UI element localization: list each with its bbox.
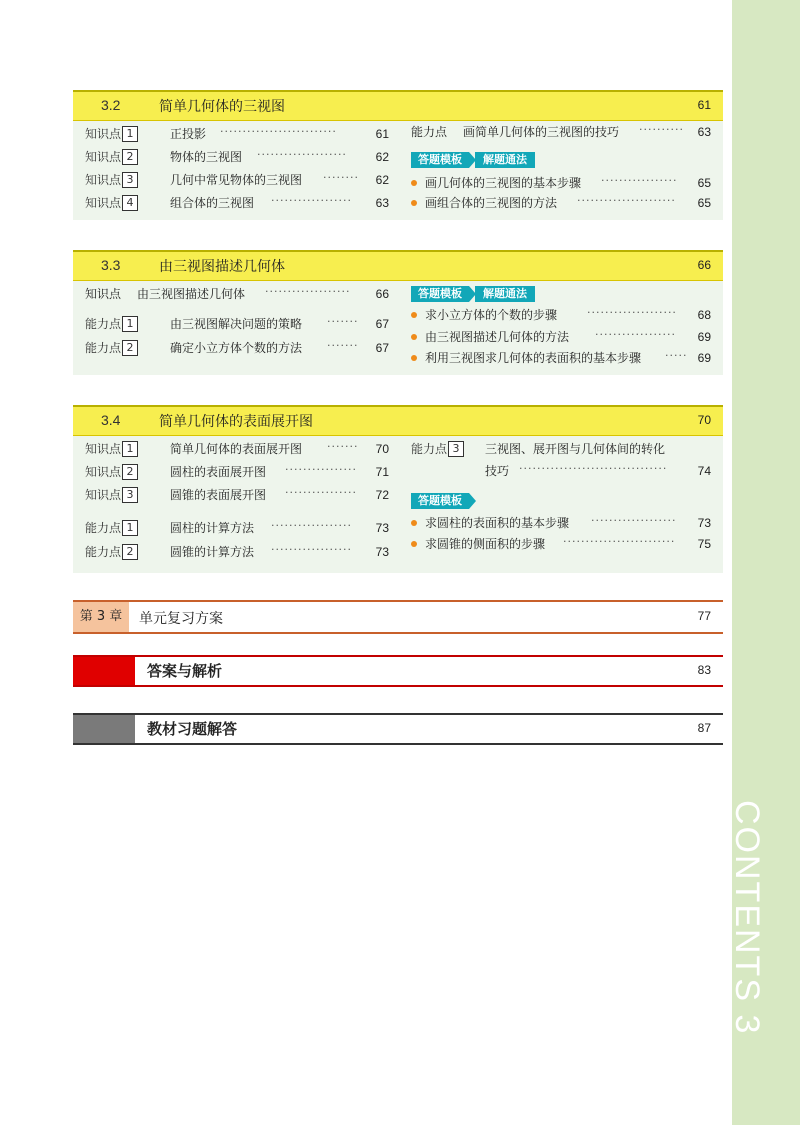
entry-number-box: 3 bbox=[122, 172, 138, 188]
toc-entry[interactable] bbox=[85, 519, 390, 537]
entry-page: 65 bbox=[697, 176, 711, 190]
leader-dots: ················ bbox=[285, 486, 357, 499]
toc-entry[interactable] bbox=[85, 315, 390, 333]
leader-dots: ······················ bbox=[577, 194, 676, 207]
entry-page: 73 bbox=[375, 545, 389, 559]
toc-entry[interactable] bbox=[85, 194, 390, 212]
toc-entry[interactable] bbox=[411, 440, 716, 458]
toc-entry[interactable] bbox=[85, 463, 390, 481]
entry-number-box: 2 bbox=[122, 340, 138, 356]
toc-entry[interactable] bbox=[85, 339, 390, 357]
section-header[interactable] bbox=[73, 90, 723, 121]
section-page: 70 bbox=[697, 413, 711, 427]
entry-number-box: 4 bbox=[122, 195, 138, 211]
bullet-icon bbox=[411, 312, 417, 318]
entry-title: 由三视图解决问题的策略 bbox=[170, 317, 303, 331]
entry-title: 求小立方体的个数的步骤 bbox=[425, 308, 558, 322]
toc-entry[interactable] bbox=[85, 486, 390, 504]
entry-kind: 能力点 1 bbox=[85, 315, 157, 333]
leader-dots: ·················· bbox=[271, 194, 352, 207]
toc-entry[interactable] bbox=[85, 125, 390, 143]
solution-method-tag: 解题通法 bbox=[475, 152, 535, 168]
bullet-icon bbox=[411, 334, 417, 340]
leader-dots: ·························· bbox=[220, 125, 337, 138]
entry-number-box: 1 bbox=[122, 126, 138, 142]
template-tag bbox=[411, 286, 541, 302]
entry-title: 确定小立方体个数的方法 bbox=[170, 341, 303, 355]
entry-title: 几何中常见物体的三视图 bbox=[170, 173, 303, 187]
entry-page: 71 bbox=[375, 465, 389, 479]
entry-kind: 知识点 4 bbox=[85, 194, 157, 212]
answers-page: 83 bbox=[697, 663, 711, 677]
toc-entry[interactable] bbox=[411, 306, 716, 324]
entry-page: 68 bbox=[697, 308, 711, 322]
bullet-icon bbox=[411, 355, 417, 361]
textbook-color-block bbox=[73, 715, 135, 743]
textbook-title: 教材习题解答 bbox=[147, 720, 238, 738]
leader-dots: ········ bbox=[323, 171, 359, 184]
entry-title: 圆柱的计算方法 bbox=[170, 521, 255, 535]
chapter-label: 第 3 章 bbox=[73, 602, 129, 632]
entry-page: 70 bbox=[375, 442, 389, 456]
leader-dots: ···················· bbox=[257, 148, 347, 161]
entry-kind: 能力点 1 bbox=[85, 519, 157, 537]
entry-page: 67 bbox=[375, 341, 389, 355]
entry-kind: 能力点 bbox=[411, 125, 448, 139]
answers-color-block bbox=[73, 657, 135, 685]
entry-page: 72 bbox=[375, 488, 389, 502]
entry-title: 画几何体的三视图的基本步骤 bbox=[425, 176, 582, 190]
entry-title: 画简单几何体的三视图的技巧 bbox=[463, 125, 620, 139]
entry-title: 物体的三视图 bbox=[170, 150, 243, 164]
entry-title: 圆柱的表面展开图 bbox=[170, 465, 267, 479]
entry-page: 75 bbox=[697, 537, 711, 551]
entry-kind: 能力点 3 bbox=[411, 440, 483, 458]
entry-kind: 能力点 2 bbox=[85, 339, 157, 357]
section-title: 由三视图描述几何体 bbox=[159, 259, 285, 275]
entry-title: 简单几何体的表面展开图 bbox=[170, 442, 303, 456]
template-tag bbox=[411, 152, 541, 168]
entry-number-box: 2 bbox=[122, 544, 138, 560]
leader-dots: ······· bbox=[327, 440, 359, 453]
answers-row[interactable] bbox=[73, 655, 723, 687]
entry-page: 63 bbox=[375, 196, 389, 210]
entry-kind: 知识点 3 bbox=[85, 171, 157, 189]
entry-kind: 知识点 1 bbox=[85, 440, 157, 458]
solution-method-tag: 解题通法 bbox=[475, 286, 535, 302]
entry-title: 由三视图描述几何体的方法 bbox=[425, 330, 570, 344]
section-title: 简单几何体的表面展开图 bbox=[159, 414, 313, 430]
toc-entry[interactable] bbox=[85, 171, 390, 189]
entry-title: 圆锥的表面展开图 bbox=[170, 488, 267, 502]
entry-kind: 知识点 2 bbox=[85, 148, 157, 166]
entry-title: 圆锥的计算方法 bbox=[170, 545, 255, 559]
toc-entry[interactable] bbox=[85, 285, 390, 303]
section-number: 3.3 bbox=[101, 257, 121, 273]
entry-page: 65 bbox=[697, 196, 711, 210]
leader-dots: ······· bbox=[327, 339, 359, 352]
toc-entry[interactable] bbox=[411, 349, 716, 367]
answer-template-tag: 答题模板 bbox=[411, 152, 469, 168]
leader-dots: ··················· bbox=[591, 514, 677, 527]
toc-entry[interactable] bbox=[411, 328, 716, 346]
chapter-review-title: 单元复习方案 bbox=[139, 611, 223, 627]
entry-number-box: 1 bbox=[122, 316, 138, 332]
section-number: 3.2 bbox=[101, 97, 121, 113]
entry-page: 74 bbox=[697, 464, 711, 478]
entry-kind: 知识点 bbox=[85, 287, 122, 301]
bullet-icon bbox=[411, 520, 417, 526]
entry-title: 组合体的三视图 bbox=[170, 196, 255, 210]
entry-page: 69 bbox=[697, 351, 711, 365]
entry-kind: 知识点 3 bbox=[85, 486, 157, 504]
entry-page: 61 bbox=[375, 127, 389, 141]
section-page: 61 bbox=[697, 98, 711, 112]
leader-dots: ························· bbox=[563, 535, 676, 548]
leader-dots: ················ bbox=[285, 463, 357, 476]
tag-arrow-icon bbox=[469, 493, 476, 509]
textbook-page: 87 bbox=[697, 721, 711, 735]
toc-entry[interactable] bbox=[411, 514, 716, 532]
entry-title: 由三视图描述几何体 bbox=[137, 287, 246, 301]
entry-title: 利用三视图求几何体的表面积的基本步骤 bbox=[425, 351, 642, 365]
answer-template-tag: 答题模板 bbox=[411, 286, 469, 302]
leader-dots: ·········· bbox=[639, 123, 684, 136]
leader-dots: ································· bbox=[519, 462, 668, 475]
entry-page: 69 bbox=[697, 330, 711, 344]
section-3-2 bbox=[73, 90, 723, 220]
entry-page: 62 bbox=[375, 150, 389, 164]
section-3-3 bbox=[73, 250, 723, 375]
toc-entry[interactable] bbox=[85, 148, 390, 166]
entry-page: 73 bbox=[697, 516, 711, 530]
leader-dots: ·················· bbox=[271, 543, 352, 556]
leader-dots: ················· bbox=[601, 174, 678, 187]
leader-dots: ······· bbox=[327, 315, 359, 328]
entry-kind: 知识点 1 bbox=[85, 125, 157, 143]
toc-entry[interactable] bbox=[85, 543, 390, 561]
toc-entry[interactable] bbox=[85, 440, 390, 458]
entry-kind: 知识点 2 bbox=[85, 463, 157, 481]
toc-entry[interactable] bbox=[411, 174, 716, 192]
leader-dots: ····· bbox=[665, 349, 688, 362]
toc-entry-continued[interactable] bbox=[411, 462, 716, 480]
answers-title: 答案与解析 bbox=[147, 662, 223, 680]
section-3-4 bbox=[73, 405, 723, 573]
entry-number-box: 1 bbox=[122, 520, 138, 536]
entry-number-box: 1 bbox=[122, 441, 138, 457]
entry-number-box: 3 bbox=[122, 487, 138, 503]
entry-page: 63 bbox=[697, 125, 711, 139]
chapter-review-page: 77 bbox=[697, 609, 711, 623]
entry-number-box: 3 bbox=[448, 441, 464, 457]
contents-label: CONTENTS 3 bbox=[728, 800, 766, 1036]
entry-kind: 能力点 2 bbox=[85, 543, 157, 561]
entry-page: 62 bbox=[375, 173, 389, 187]
section-header[interactable] bbox=[73, 405, 723, 436]
section-title: 简单几何体的三视图 bbox=[159, 99, 285, 115]
entry-title: 求圆锥的侧面积的步骤 bbox=[425, 537, 546, 551]
textbook-row[interactable] bbox=[73, 713, 723, 745]
bullet-icon bbox=[411, 200, 417, 206]
toc-entry[interactable] bbox=[411, 535, 716, 553]
entry-number-box: 2 bbox=[122, 149, 138, 165]
chapter-review-row[interactable] bbox=[73, 600, 723, 634]
answer-template-tag: 答题模板 bbox=[411, 493, 469, 509]
entry-title-continued: 技巧 bbox=[485, 464, 510, 478]
leader-dots: ·················· bbox=[595, 328, 676, 341]
entry-page: 66 bbox=[375, 287, 389, 301]
entry-page: 67 bbox=[375, 317, 389, 331]
entry-title: 求圆柱的表面积的基本步骤 bbox=[425, 516, 570, 530]
section-header[interactable] bbox=[73, 250, 723, 281]
template-tag bbox=[411, 493, 481, 509]
toc-entry[interactable] bbox=[411, 123, 716, 141]
entry-number-box: 2 bbox=[122, 464, 138, 480]
entry-page: 73 bbox=[375, 521, 389, 535]
leader-dots: ···················· bbox=[587, 306, 677, 319]
bullet-icon bbox=[411, 541, 417, 547]
entry-title: 三视图、展开图与几何体间的转化 bbox=[485, 442, 666, 456]
entry-title: 画组合体的三视图的方法 bbox=[425, 196, 558, 210]
bullet-icon bbox=[411, 180, 417, 186]
section-number: 3.4 bbox=[101, 412, 121, 428]
toc-entry[interactable] bbox=[411, 194, 716, 212]
leader-dots: ·················· bbox=[271, 519, 352, 532]
section-page: 66 bbox=[697, 258, 711, 272]
entry-title: 正投影 bbox=[170, 127, 207, 141]
leader-dots: ··················· bbox=[265, 285, 351, 298]
